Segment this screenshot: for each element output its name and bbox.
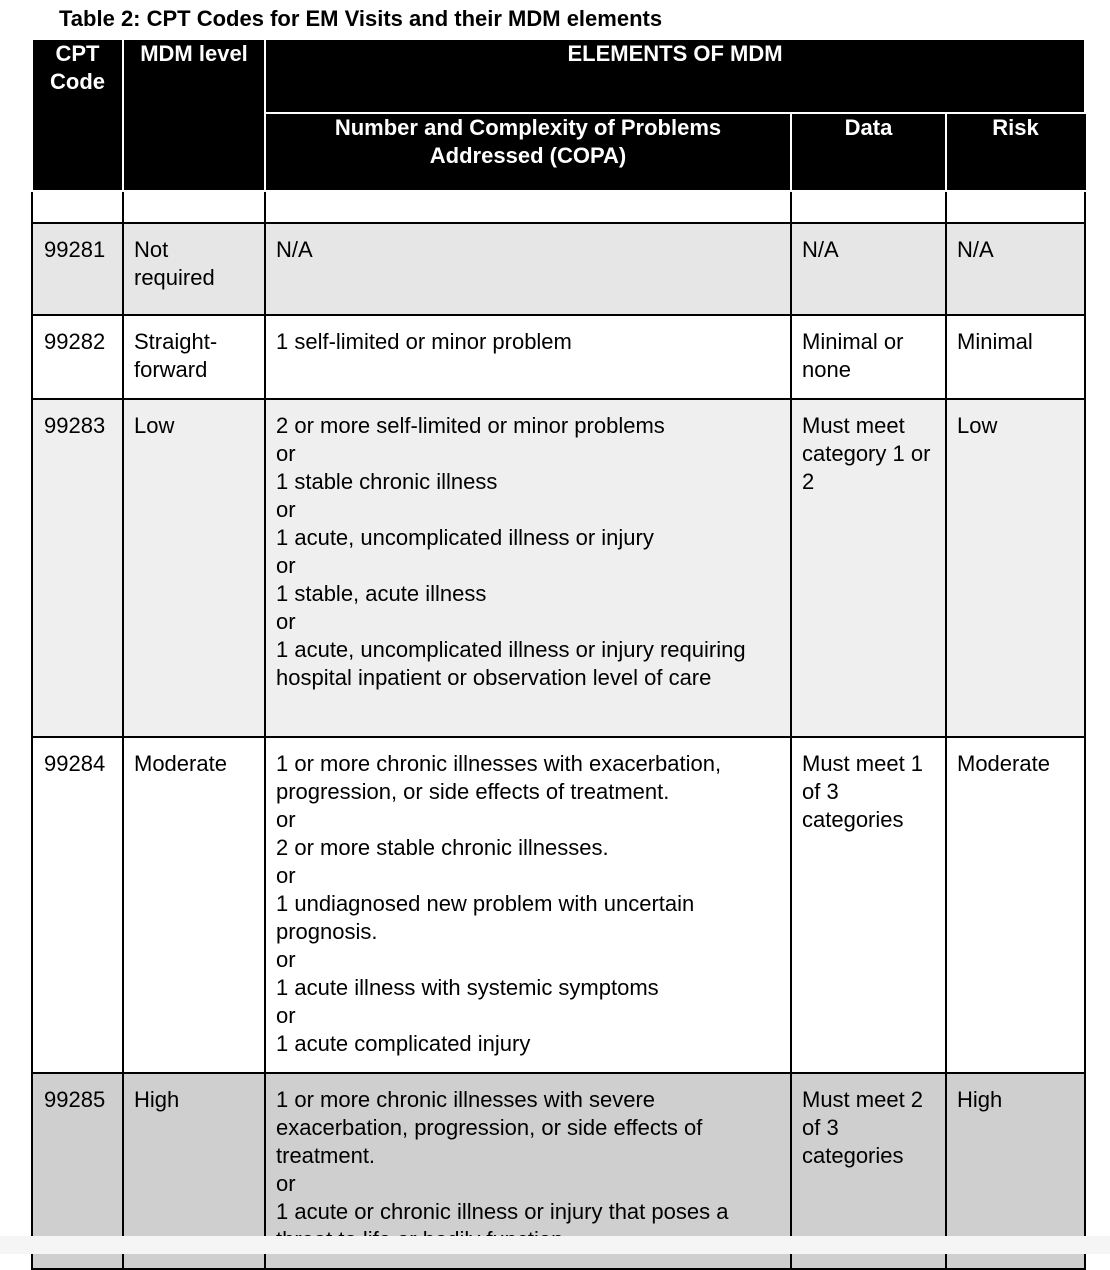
copa-line: 1 acute complicated injury [276,1031,531,1056]
copa-line: or [276,553,296,578]
copa-line: 1 or more chronic illnesses with severe exacerbation, progression, or side effects of treatment. [276,1087,703,1168]
cell-risk: High [946,1073,1085,1269]
cell-copa [265,737,791,1073]
header-elements-of-mdm: ELEMENTS OF MDM [265,39,1085,113]
cell-risk: N/A [946,223,1085,315]
cell-data: Must meet 1 of 3 categories [791,737,946,1073]
copa-line: or [276,1003,296,1028]
cell-mdm-level: Low [123,399,265,737]
cell-copa [265,399,791,737]
header-risk: Risk [946,113,1085,191]
cell-mdm-level: Moderate [123,737,265,1073]
cell-cpt-code: 99285 [32,1073,123,1269]
cell-risk: Low [946,399,1085,737]
copa-line: 1 acute, uncomplicated illness or injury [276,525,654,550]
cell-data: Must meet 2 of 3 categories [791,1073,946,1269]
cell-copa [265,315,791,399]
copa-line: 1 acute or chronic illness or injury that poses a [276,1199,729,1224]
table-caption: Table 2: CPT Codes for EM Visits and their MDM elements [59,6,663,31]
cell-cpt-code: 99282 [32,315,123,399]
copa-line: N/A [276,237,313,262]
cell-cpt-code: 99284 [32,737,123,1073]
cell-copa [265,223,791,315]
cell-data: Must meet category 1 or 2 [791,399,946,737]
copa-line: 2 or more self-limited or minor problems [276,413,665,438]
copa-line: or [276,1171,296,1196]
table-row [32,737,1085,1073]
header-copa: Number and Complexity of Problems Addressed (COPA) [265,113,791,191]
cell-risk: Moderate [946,737,1085,1073]
header-data: Data [791,113,946,191]
copa-line: 1 undiagnosed new problem with uncertain prognosis. [276,891,695,944]
cell-cpt-code: 99281 [32,223,123,315]
copa-line: 1 stable, acute illness [276,581,487,606]
copa-line: or [276,441,296,466]
header-cpt-code: CPT Code [32,39,123,191]
table-row [32,315,1085,399]
cell-mdm-level: Not required [123,223,265,315]
table-row [32,223,1085,315]
copa-line: or [276,807,296,832]
page-bottom-strip [0,1236,1110,1254]
cell-risk: Minimal [946,315,1085,399]
copa-line: or [276,497,296,522]
copa-line: or [276,947,296,972]
copa-line: or [276,609,296,634]
cell-cpt-code: 99283 [32,399,123,737]
copa-line: or [276,863,296,888]
copa-line: 1 acute illness with systemic symptoms [276,975,659,1000]
copa-line: 1 acute, uncomplicated illness or injury requiring hospital inpatient or observation level of care [276,637,746,690]
copa-line: 1 self-limited or minor problem [276,329,572,354]
copa-line: 2 or more stable chronic illnesses. [276,835,609,860]
mdm-table [31,38,1086,1270]
header-mdm-level: MDM level [123,39,265,191]
cell-data: Minimal or none [791,315,946,399]
copa-line: 1 or more chronic illnesses with exacerbation, progression, or side effects of treatment. [276,751,722,804]
cell-data: N/A [791,223,946,315]
cell-mdm-level: Straight-forward [123,315,265,399]
table-row [32,399,1085,737]
cell-mdm-level: High [123,1073,265,1269]
copa-line: 1 stable chronic illness [276,469,498,494]
